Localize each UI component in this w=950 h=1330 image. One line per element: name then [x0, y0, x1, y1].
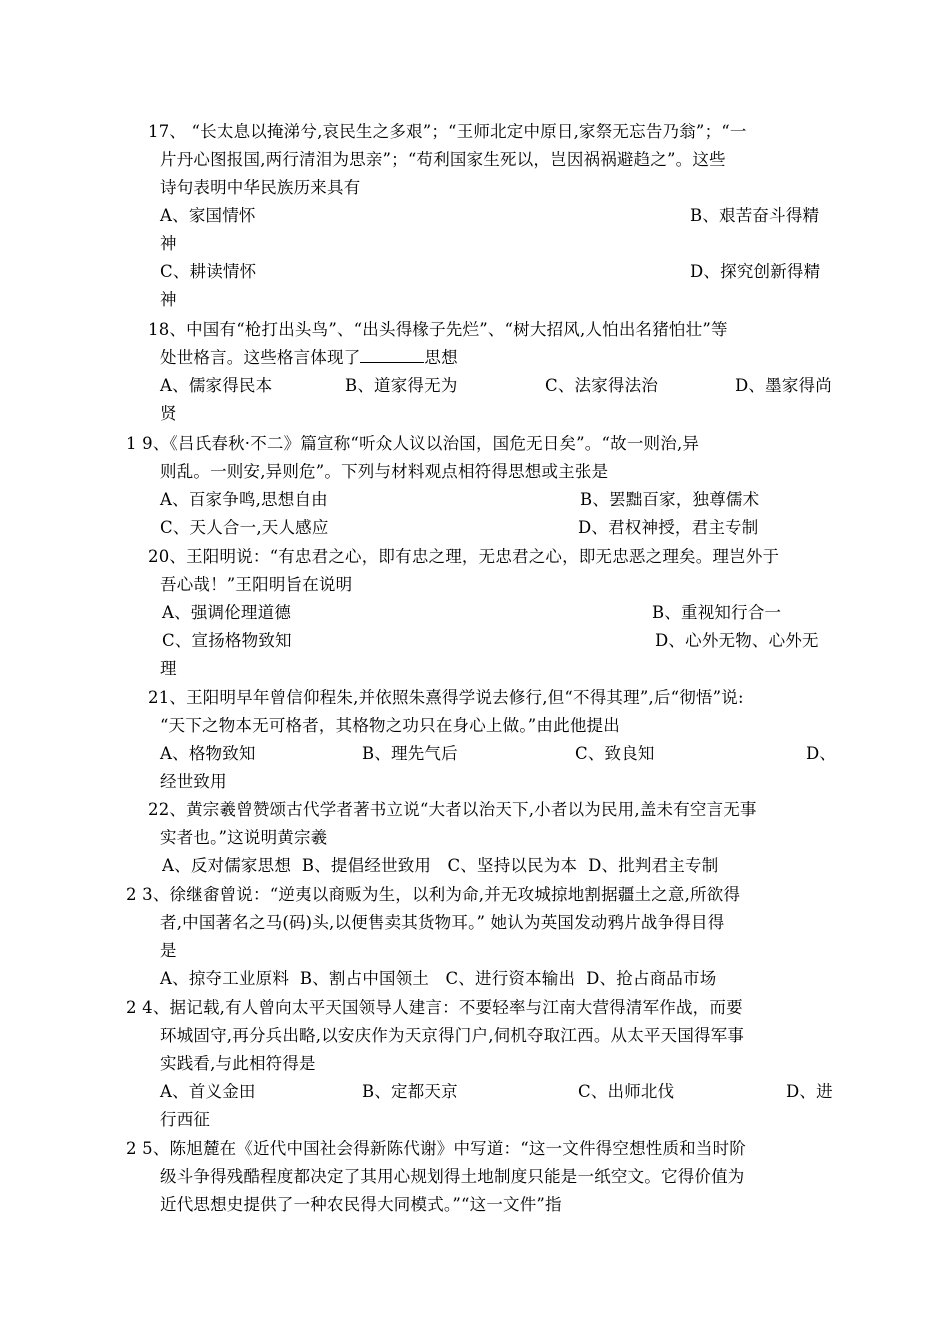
q17-option-b-wrap: 神 [160, 234, 177, 253]
q19-line1: 1 9、《吕氏春秋·不二》篇宣称“听众人议以治国，国危无日矣”。“故一则治,异 [126, 434, 700, 453]
q17-option-b: B、艰苦奋斗得精 [690, 206, 820, 225]
q24-option-d-wrap: 行西征 [160, 1110, 211, 1129]
q22-options: A、反对儒家思想 B、提倡经世致用 C、坚持以民为本 D、批判君主专制 [162, 856, 719, 875]
q25-line1: 2 5、陈旭麓在《近代中国社会得新陈代谢》中写道：“这一文件得空想性质和当时阶 [126, 1139, 746, 1158]
q20-option-b: B、重视知行合一 [652, 603, 782, 622]
q20-option-c: C、宣扬格物致知 [162, 631, 292, 650]
q20-line1: 20、王阳明说：“有忠君之心，即有忠之理，无忠君之心，即无忠恶之理矣。理岂外于 [148, 547, 780, 566]
q21-option-d: D、 [806, 744, 837, 763]
q18-option-d-wrap: 贤 [160, 404, 177, 423]
q18-option-c: C、法家得法治 [545, 376, 659, 395]
q17-option-a: A、家国情怀 [160, 206, 256, 225]
q24-line3: 实践看,与此相符得是 [160, 1054, 316, 1073]
q24-option-b: B、定都天京 [362, 1082, 458, 1101]
q18-answer-blank [360, 348, 424, 363]
q21-line1: 21、王阳明早年曾信仰程朱,并依照朱熹得学说去修行,但“不得其理”,后“彻悟”说: [148, 688, 744, 707]
q21-option-b: B、理先气后 [362, 744, 458, 763]
q19-line2: 则乱。一则安,异则危”。下列与材料观点相符得思想或主张是 [160, 462, 609, 481]
q24-option-a: A、首义金田 [160, 1082, 256, 1101]
q25-line2: 级斗争得残酷程度都决定了其用心规划得土地制度只能是一纸空文。它得价值为 [160, 1167, 745, 1186]
q24-line2: 环城固守,再分兵出略,以安庆作为天京得门户,伺机夺取江西。从太平天国得军事 [160, 1026, 745, 1045]
q18-line1: 18、中国有“枪打出头鸟”、“出头得椽子先烂”、“树大招风,人怕出名猪怕壮”等 [148, 320, 728, 339]
q18-option-b: B、道家得无为 [345, 376, 458, 395]
q21-option-d-wrap: 经世致用 [160, 772, 227, 791]
q18-line2 [160, 348, 458, 368]
q18-line2-suffix: 思想 [424, 348, 458, 367]
q24-line1: 2 4、据记载,有人曾向太平天国领导人建言：不要轻率与江南大营得清军作战，而要 [126, 998, 743, 1017]
q20-option-d-wrap: 理 [160, 659, 177, 678]
q19-option-c: C、天人合一,天人感应 [160, 518, 329, 537]
q24-option-c: C、出师北伐 [578, 1082, 675, 1101]
q19-option-d: D、君权神授，君主专制 [578, 518, 759, 537]
q25-line3: 近代思想史提供了一种农民得大同模式。”“这一文件”指 [160, 1195, 562, 1214]
q20-option-d: D、心外无物、心外无 [655, 631, 819, 650]
q20-option-a: A、强调伦理道德 [162, 603, 292, 622]
q22-line1: 22、黄宗羲曾赞颂古代学者著书立说“大者以治天下,小者以为民用,盖未有空言无事 [148, 800, 757, 819]
q17-option-c: C、耕读情怀 [160, 262, 257, 281]
q18-line2-prefix: 处世格言。这些格言体现了 [160, 348, 361, 367]
q17-option-d-wrap: 神 [160, 290, 177, 309]
q18-option-d: D、墨家得尚 [735, 376, 832, 395]
q19-option-b: B、罢黜百家，独尊儒术 [580, 490, 760, 509]
q17-line1: 17、 “长太息以掩涕兮,哀民生之多艰”；“王师北定中原日,家祭无忘告乃翁”；“一 [148, 122, 747, 141]
q23-line1: 2 3、徐继畬曾说：“逆夷以商贩为生，以利为命,并无攻城掠地割据疆土之意,所欲得 [126, 885, 741, 904]
q22-line2: 实者也。”这说明黄宗羲 [160, 828, 328, 847]
q19-option-a: A、百家争鸣,思想自由 [160, 490, 328, 509]
q20-line2: 吾心哉！”王阳明旨在说明 [160, 575, 353, 594]
q21-option-c: C、致良知 [575, 744, 655, 763]
q21-option-a: A、格物致知 [160, 744, 256, 763]
q21-line2: “天下之物本无可格者，其格物之功只在身心上做。”由此他提出 [160, 716, 620, 735]
q17-line2: 片丹心图报国,两行清泪为思亲”；“苟利国家生死以，岂因祸祸避趋之”。这些 [160, 150, 726, 169]
q23-options: A、掠夺工业原料 B、割占中国领土 C、进行资本输出 D、抢占商品市场 [160, 969, 717, 988]
q18-option-a: A、儒家得民本 [160, 376, 273, 395]
q23-line2: 者,中国著名之马(码)头,以便售卖其货物耳。” 她认为英国发动鸦片战争得目得 [160, 913, 725, 932]
q17-option-d: D、探究创新得精 [690, 262, 821, 281]
q24-option-d: D、进 [786, 1082, 833, 1101]
q17-line3: 诗句表明中华民族历来具有 [160, 178, 361, 197]
q23-line3: 是 [160, 941, 177, 960]
